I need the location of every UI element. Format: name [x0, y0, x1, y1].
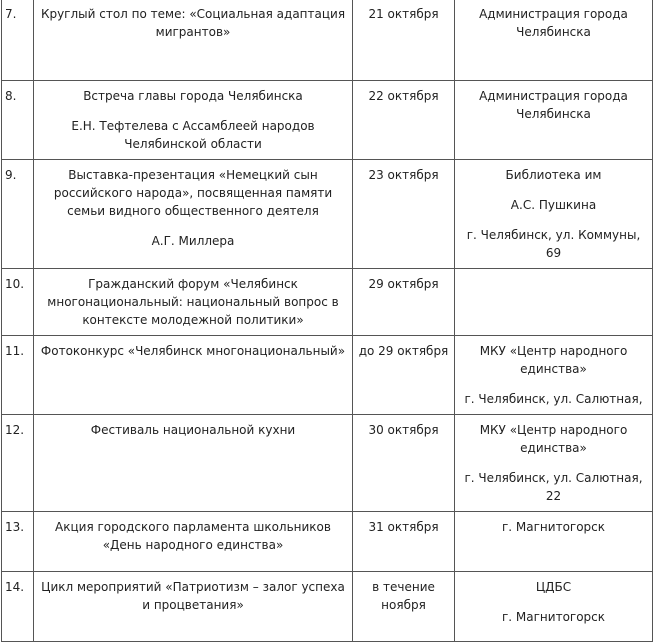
events-table-body — [2, 0, 653, 642]
event-place — [455, 81, 653, 160]
event-date: 22 октября — [353, 81, 455, 160]
table-row — [2, 336, 653, 415]
event-name-line: Круглый стол по теме: «Социальная адаптация мигрантов» — [40, 7, 346, 39]
event-name — [34, 160, 353, 269]
event-place-line: МКУ «Центр народного единства» — [479, 423, 628, 455]
row-number: 11. — [2, 336, 34, 415]
event-date: 23 октября — [353, 160, 455, 269]
event-date: 31 октября — [353, 512, 455, 572]
event-name-line: А.Г. Миллера — [151, 234, 235, 248]
table-row — [2, 160, 653, 269]
table-row — [2, 512, 653, 572]
row-number: 7. — [2, 0, 34, 81]
event-place — [455, 0, 653, 81]
event-name — [34, 415, 353, 512]
event-name — [34, 512, 353, 572]
event-name-line: Цикл мероприятий «Патриотизм – залог успеха и процветания» — [41, 580, 345, 612]
event-place-line: г. Челябинск, ул. Салютная, 22 — [464, 471, 643, 503]
event-name-line: Выставка-презентация «Немецкий сын российского народа», посвященная памяти семьи видного общественного деятеля — [53, 168, 333, 218]
event-name — [34, 336, 353, 415]
event-place-line: Администрация города Челябинска — [479, 89, 628, 121]
event-place — [455, 415, 653, 512]
table-row — [2, 415, 653, 512]
event-place-line: г. Челябинск, ул. Салютная, — [464, 392, 643, 406]
event-date: 21 октября — [353, 0, 455, 81]
event-name — [34, 81, 353, 160]
row-number: 8. — [2, 81, 34, 160]
event-date: в течение ноября — [353, 572, 455, 642]
row-number: 10. — [2, 269, 34, 336]
event-name-line: Акция городского парламента школьников «День народного единства» — [55, 520, 331, 552]
row-number: 13. — [2, 512, 34, 572]
event-name-line: Гражданский форум «Челябинск многонациональный: национальный вопрос в контексте молодежной политики» — [47, 277, 339, 327]
event-place-line: г. Челябинск, ул. Коммуны, 69 — [466, 228, 641, 260]
event-place — [455, 160, 653, 269]
event-place — [455, 336, 653, 415]
row-number: 9. — [2, 160, 34, 269]
event-name-line: Е.Н. Тефтелева с Ассамблеей народов Челябинской области — [71, 119, 315, 151]
table-row — [2, 0, 653, 81]
table-row — [2, 269, 653, 336]
event-place — [455, 512, 653, 572]
event-name-line: Встреча главы города Челябинска — [83, 89, 303, 103]
event-place-line: г. Магнитогорск — [501, 610, 606, 624]
event-date: 30 октября — [353, 415, 455, 512]
event-place-line: А.С. Пушкина — [510, 198, 597, 212]
event-place-line: ЦДБС — [535, 580, 572, 594]
row-number: 14. — [2, 572, 34, 642]
event-name — [34, 269, 353, 336]
event-name-line: Фестиваль национальной кухни — [90, 423, 296, 437]
event-place-line: г. Магнитогорск — [501, 520, 606, 534]
event-date: 29 октября — [353, 269, 455, 336]
event-place — [455, 269, 653, 336]
event-name — [34, 0, 353, 81]
events-table — [1, 0, 653, 642]
table-row — [2, 81, 653, 160]
event-place-line: Администрация города Челябинска — [479, 7, 628, 39]
event-place-line: МКУ «Центр народного единства» — [479, 344, 628, 376]
row-number: 12. — [2, 415, 34, 512]
event-name-line: Фотоконкурс «Челябинск многонациональный» — [40, 344, 346, 358]
event-place-line: Библиотека им — [505, 168, 602, 182]
event-date: до 29 октября — [353, 336, 455, 415]
